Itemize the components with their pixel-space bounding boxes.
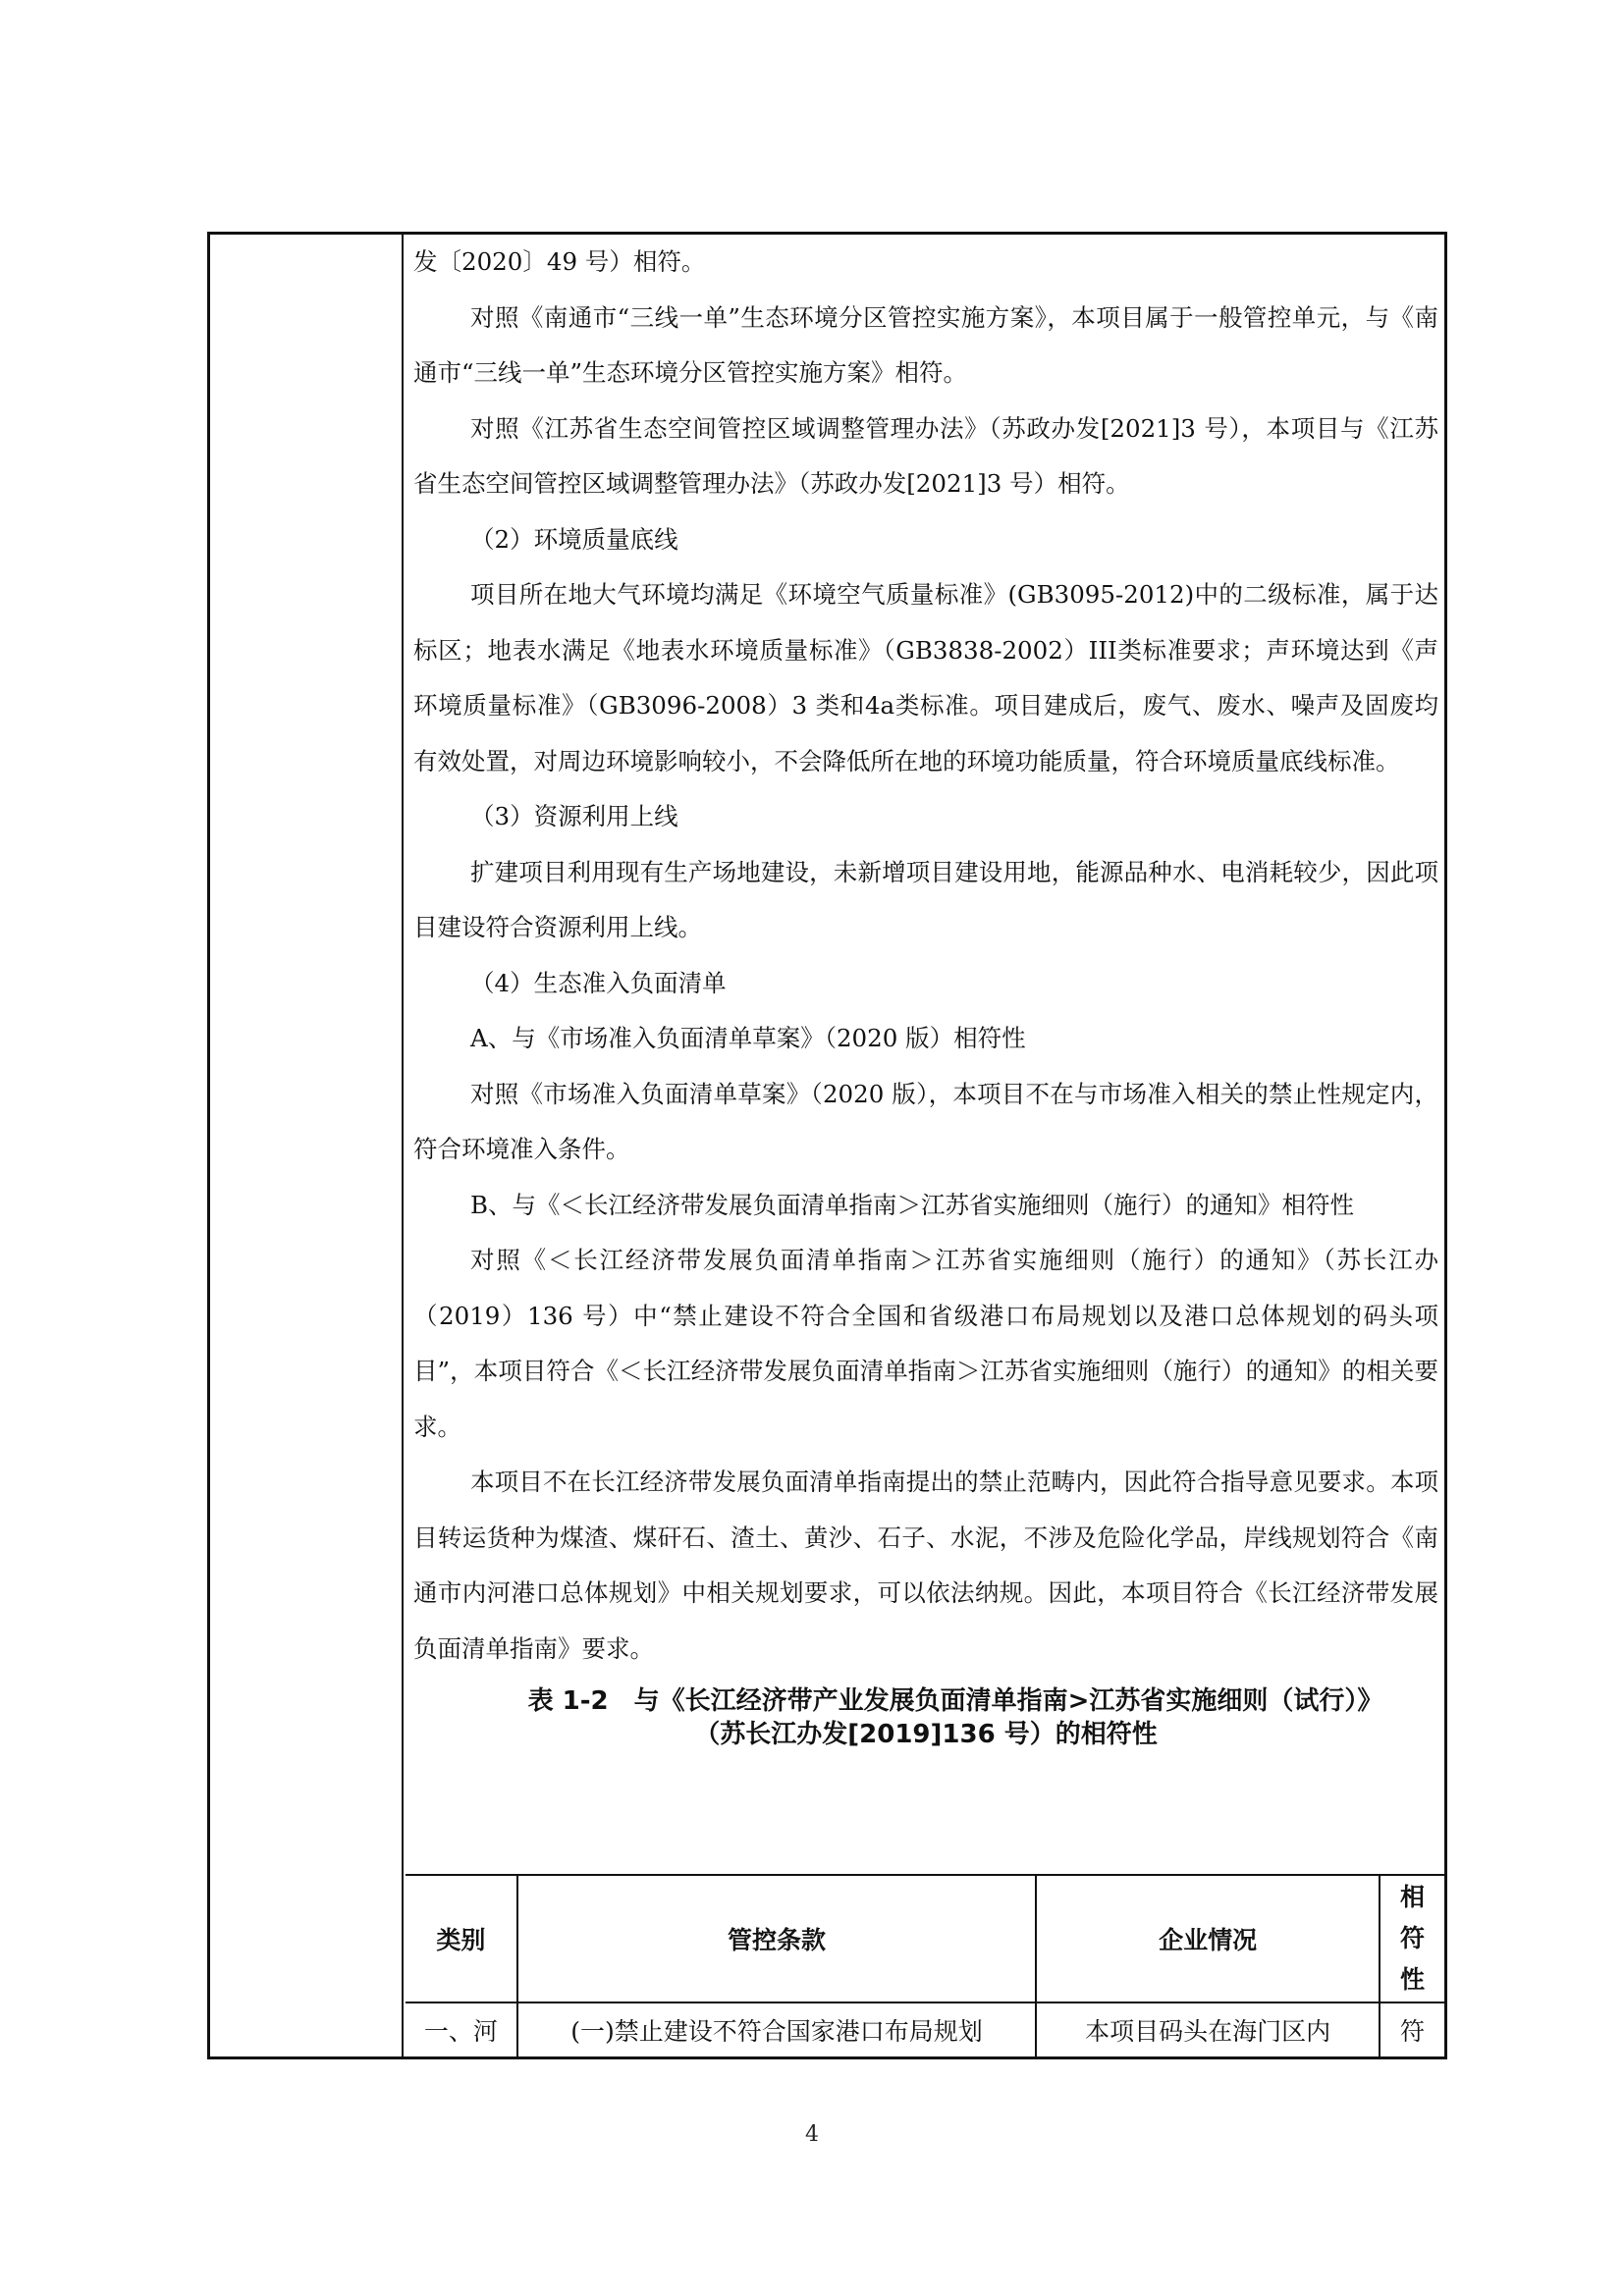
section-heading: （2）环境质量底线	[470, 524, 678, 554]
table-caption-line-1: 表 1-2 与《长江经济带产业发展负面清单指南>江苏省实施细则（试行）》	[527, 1686, 1383, 1716]
paragraph: 本项目不在长江经济带发展负面清单指南提出的禁止范畴内，因此符合指导意见要求。本项目转运货种为煤渣、煤矸石、渣土、黄沙、石子、水泥，不涉及危险化学品，岸线规划符合《南通市内河港口总体规划》中相关规划要求，可以依法纳规。因此，本项目符合《长江经济带发展负面清单指南》要求。	[413, 1468, 1438, 1663]
page-number: 4	[805, 2122, 819, 2147]
conformity-table	[406, 1874, 1444, 2056]
table-caption	[413, 1684, 1438, 1751]
header-conformity-text: 相符性	[1400, 1883, 1426, 1994]
paragraph: 对照《市场准入负面清单草案》（2020 版），本项目不在与市场准入相关的禁止性规定内，符合环境准入条件。	[413, 1079, 1438, 1163]
paragraph: 扩建项目利用现有生产场地建设，未新增项目建设用地，能源品种水、电消耗较少，因此项目建设符合资源利用上线。	[413, 857, 1438, 941]
section-heading: （3）资源利用上线	[470, 802, 678, 830]
header-clause: 管控条款	[517, 1875, 1036, 2002]
paragraph: 对照《南通市“三线一单”生态环境分区管控实施方案》，本项目属于一般管控单元，与《南通市“三线一单”生态环境分区管控实施方案》相符。	[413, 302, 1438, 387]
left-category-column	[210, 235, 404, 2056]
paragraph: 发〔2020〕49 号）相符。	[413, 247, 706, 276]
cell-clause: (一)禁止建设不符合国家港口布局规划	[517, 2002, 1036, 2056]
content-cell	[406, 235, 1444, 2056]
table-caption-line-2: （苏长江办发[2019]136 号）的相符性	[694, 1720, 1158, 1749]
page-frame-table	[207, 232, 1447, 2059]
paragraph: 对照《＜长江经济带发展负面清单指南＞江苏省实施细则（施行）的通知》（苏长江办（2019）136 号）中“禁止建设不符合全国和省级港口布局规划以及港口总体规划的码头项目”，本项目符合《＜长江经济带发展负面清单指南＞江苏省实施细则（施行）的通知》的相关要求。	[413, 1246, 1438, 1441]
header-category: 类别	[406, 1875, 517, 2002]
paragraph: B、与《＜长江经济带发展负面清单指南＞江苏省实施细则（施行）的通知》相符性	[470, 1190, 1355, 1219]
cell-category: 一、河	[406, 2002, 517, 2056]
section-heading: （4）生态准入负面清单	[470, 968, 727, 997]
section-heading: A、与《市场准入负面清单草案》（2020 版）相符性	[470, 1024, 1026, 1052]
header-situation: 企业情况	[1036, 1875, 1380, 2002]
cell-situation: 本项目码头在海门区内	[1036, 2002, 1380, 2056]
paragraph: 对照《江苏省生态空间管控区域调整管理办法》（苏政办发[2021]3 号），本项目与《江苏省生态空间管控区域调整管理办法》（苏政办发[2021]3 号）相符。	[413, 413, 1438, 498]
header-conformity	[1380, 1875, 1444, 2002]
cell-conformity: 符	[1380, 2002, 1444, 2056]
paragraph: 项目所在地大气环境均满足《环境空气质量标准》(GB3095-2012)中的二级标准，属于达标区；地表水满足《地表水环境质量标准》（GB3838-2002）III类标准要求；声环境达到《声环境质量标准》（GB3096-2008）3 类和4a类标准。项目建成后，废气、废水、噪声及固废均有效处置，对周边环境影响较小，不会降低所在地的环境功能质量，符合环境质量底线标准。	[413, 580, 1438, 775]
table-row	[406, 2002, 1444, 2056]
table-header-row	[406, 1875, 1444, 2002]
